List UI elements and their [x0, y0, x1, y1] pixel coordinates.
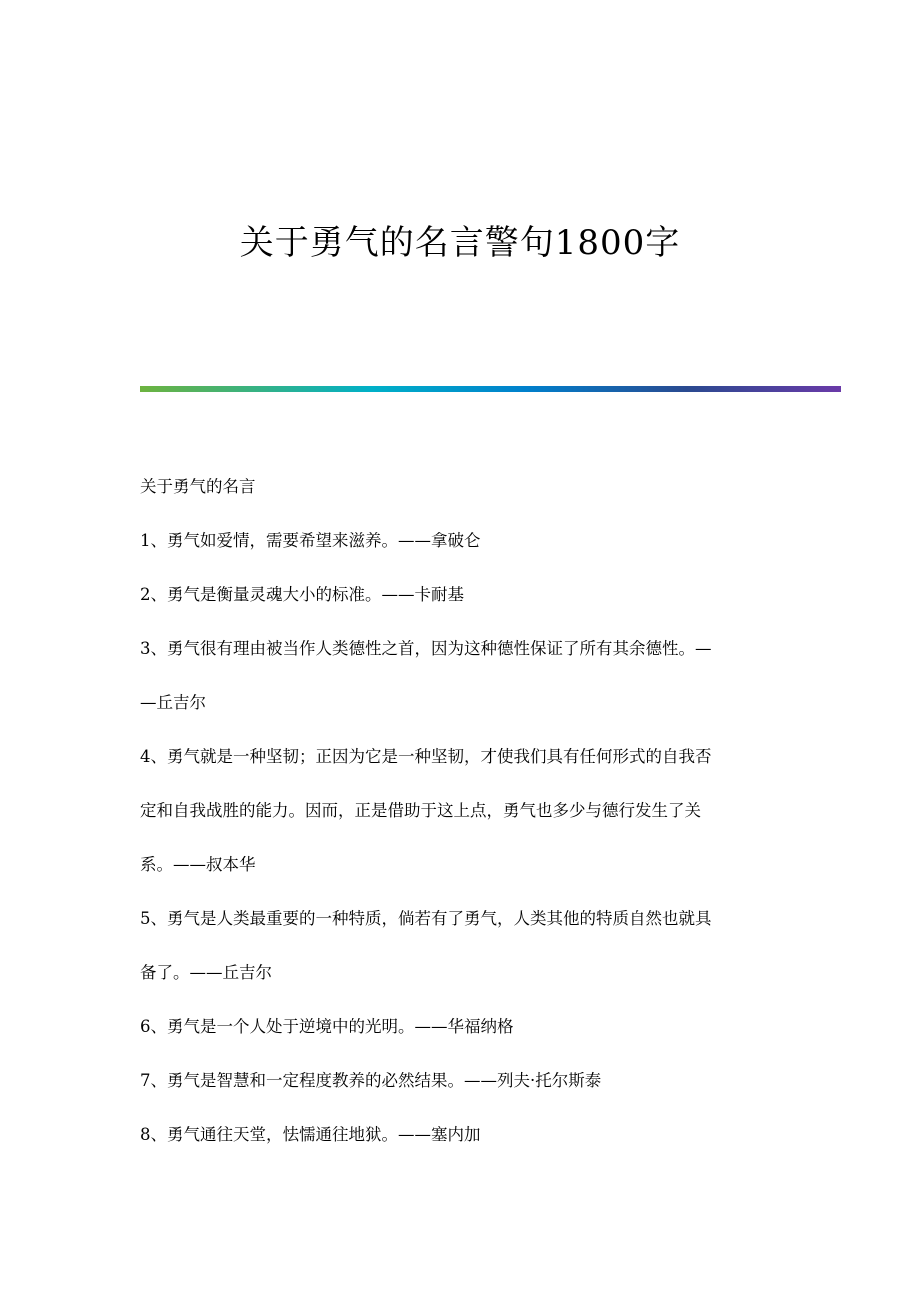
- quote-line: 3、勇气很有理由被当作人类德性之首，因为这种德性保证了所有其余德性。—: [140, 639, 712, 658]
- quote-item: [140, 1108, 860, 1162]
- quote-line: 2、勇气是衡量灵魂大小的标准。——卡耐基: [140, 585, 464, 604]
- quote-item: [140, 622, 860, 730]
- quote-item: [140, 1054, 860, 1108]
- quote-line: 4、勇气就是一种坚韧；正因为它是一种坚韧，才使我们具有任何形式的自我否: [140, 747, 712, 766]
- quote-line: 系。——叔本华: [140, 855, 256, 874]
- quote-item: [140, 892, 860, 1000]
- quote-line: 7、勇气是智慧和一定程度教养的必然结果。——列夫·托尔斯泰: [140, 1071, 602, 1090]
- document-title: 关于勇气的名言警句1800字: [239, 223, 681, 263]
- quote-line: 8、勇气通往天堂，怯懦通往地狱。——塞内加: [140, 1125, 481, 1144]
- quote-item: [140, 1000, 860, 1054]
- document-body: [140, 460, 860, 1162]
- quote-line: 定和自我战胜的能力。因而，正是借助于这上点，勇气也多少与德行发生了关: [140, 801, 701, 820]
- quote-line: 5、勇气是人类最重要的一种特质，倘若有了勇气，人类其他的特质自然也就具: [140, 909, 712, 928]
- gradient-divider: [140, 386, 841, 392]
- quote-line: 1、勇气如爱情，需要希望来滋养。——拿破仑: [140, 531, 481, 550]
- section-heading: 关于勇气的名言: [140, 477, 256, 496]
- quote-item: [140, 514, 860, 568]
- quote-line: —丘吉尔: [140, 693, 206, 712]
- quote-item: [140, 568, 860, 622]
- quote-item: [140, 730, 860, 892]
- quote-line: 6、勇气是一个人处于逆境中的光明。——华福纳格: [140, 1017, 514, 1036]
- quote-list: [140, 514, 860, 1162]
- quote-line: 备了。——丘吉尔: [140, 963, 272, 982]
